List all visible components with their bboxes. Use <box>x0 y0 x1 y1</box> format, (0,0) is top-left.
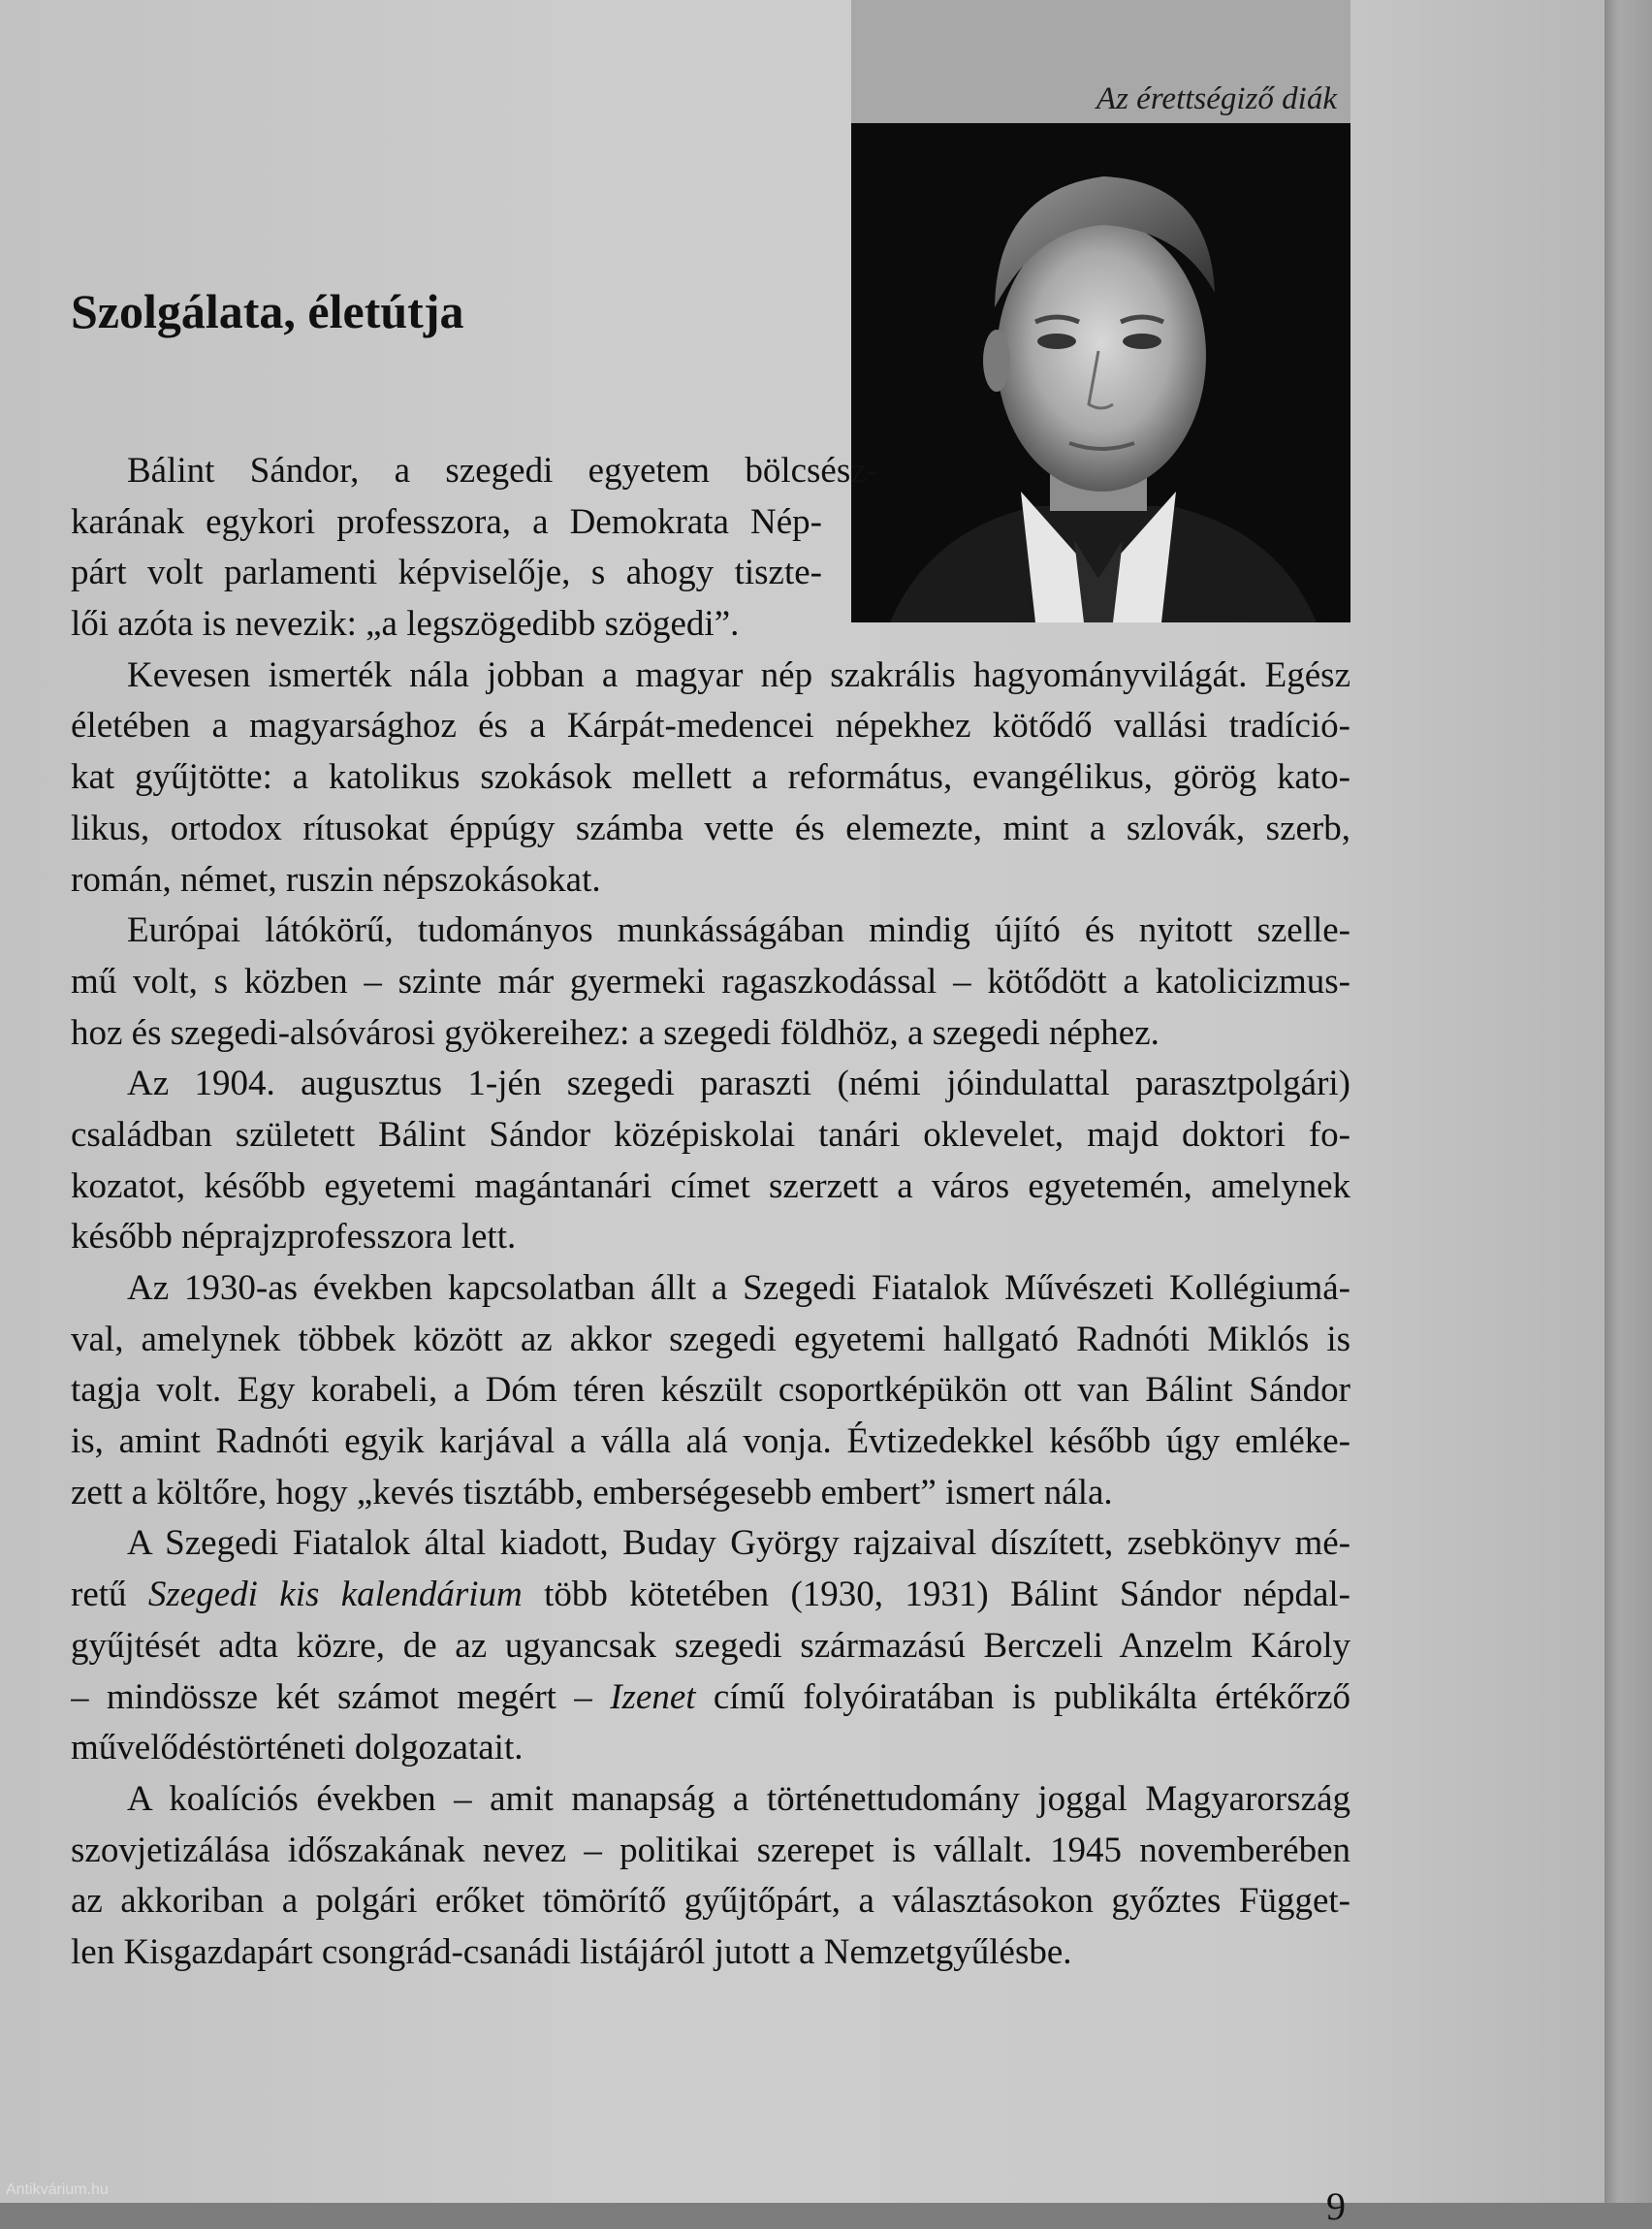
text-line: később néprajzprofesszora lett. <box>71 1217 517 1258</box>
photo-caption: Az érettségiző diák <box>1096 81 1337 116</box>
text-line: likus, ortodox rítusokat éppúgy számba vette és elemezte, mint a szlovák, szerb, <box>71 808 1350 848</box>
text-line: Bálint Sándor, a szegedi egyetem bölcsész- <box>127 451 878 491</box>
text-line: párt volt parlamenti képviselője, s ahogy tiszte- <box>71 553 822 593</box>
text-line: lői azóta is nevezik: „a legszögedibb szögedi”. <box>71 604 740 645</box>
text-segment: több kötetében (1930, 1931) Bálint Sándor népdal- <box>522 1575 1350 1615</box>
text-line: családban született Bálint Sándor középiskolai tanári oklevelet, majd doktori fo- <box>71 1114 1350 1155</box>
text-line: életében a magyarsághoz és a Kárpát-medencei népekhez kötődő vallási tradíció- <box>71 706 1350 747</box>
text-line: A koalíciós években – amit manapság a történettudomány joggal Magyarország <box>127 1778 1350 1819</box>
text-segment: – mindössze két számot megért – <box>71 1676 611 1717</box>
book-gutter <box>1604 0 1652 2203</box>
text-line-with-title <box>71 1570 1350 1621</box>
journal-title: Izenet <box>610 1676 696 1717</box>
text-line: mű volt, s közben – szinte már gyermeki ragaszkodással – kötődött a katolicizmus- <box>71 961 1350 1002</box>
text-line: Az 1904. augusztus 1-jén szegedi paraszti (némi jóindulattal parasztpolgári) <box>127 1064 1350 1104</box>
text-line: karának egykori professzora, a Demokrata Nép- <box>71 501 822 542</box>
text-line-with-title <box>71 1672 1350 1724</box>
page-number: 9 <box>1326 2184 1346 2228</box>
section-heading: Szolgálata, életútja <box>71 284 464 338</box>
text-line: hoz és szegedi-alsóvárosi gyökereihez: a szegedi földhöz, a szegedi néphez. <box>71 1012 1160 1053</box>
text-line: román, német, ruszin népszokásokat. <box>71 859 601 900</box>
text-line: kozatot, később egyetemi magántanári címet szerzett a város egyetemén, amelynek <box>71 1165 1350 1206</box>
watermark: Antikvárium.hu <box>6 2181 109 2198</box>
text-line: kat gyűjtötte: a katolikus szokások mellett a református, evangélikus, görög kato- <box>71 757 1350 798</box>
body-text <box>71 446 1350 1979</box>
text-line: Európai látókörű, tudományos munkásságában mindig újító és nyitott szelle- <box>127 910 1350 951</box>
text-line: tagja volt. Egy korabeli, a Dóm téren készült csoportképükön ott van Bálint Sándor <box>71 1370 1350 1411</box>
text-line: len Kisgazdapárt csongrád-csanádi listájáról jutott a Nemzetgyűlésbe. <box>71 1931 1072 1972</box>
text-line: is, amint Radnóti egyik karjával a válla alá vonja. Évtizedekkel később úgy emléke- <box>71 1421 1350 1462</box>
text-line: művelődéstörténeti dolgozatait. <box>71 1728 524 1768</box>
text-line: val, amelynek többek között az akkor szegedi egyetemi hallgató Radnóti Miklós is <box>71 1319 1350 1359</box>
text-line: az akkoriban a polgári erőket tömörítő gyűjtőpárt, a választásokon győztes Függet- <box>71 1881 1350 1922</box>
text-segment: retű <box>71 1575 148 1615</box>
text-line: gyűjtését adta közre, de az ugyancsak szegedi származású Berczeli Anzelm Károly <box>71 1625 1350 1666</box>
intro-paragraph <box>71 446 1350 651</box>
text-segment: című folyóiratában is publikálta értékőrző <box>695 1676 1350 1717</box>
text-line: zett a költőre, hogy „kevés tisztább, emberségesebb embert” ismert nála. <box>71 1472 1113 1513</box>
book-title: Szegedi kis kalendárium <box>147 1575 523 1615</box>
text-line: Kevesen ismerték nála jobban a magyar nép szakrális hagyományvilágát. Egész <box>127 654 1350 695</box>
text-line: szovjetizálása időszakának nevez – politikai szerepet is vállalt. 1945 novemberében <box>71 1830 1350 1870</box>
text-line: A Szegedi Fiatalok által kiadott, Buday György rajzaival díszített, zsebkönyv mé- <box>127 1523 1350 1564</box>
caption-band <box>851 0 1350 123</box>
text-line: Az 1930-as években kapcsolatban állt a Szegedi Fiatalok Művészeti Kollégiumá- <box>127 1268 1350 1308</box>
